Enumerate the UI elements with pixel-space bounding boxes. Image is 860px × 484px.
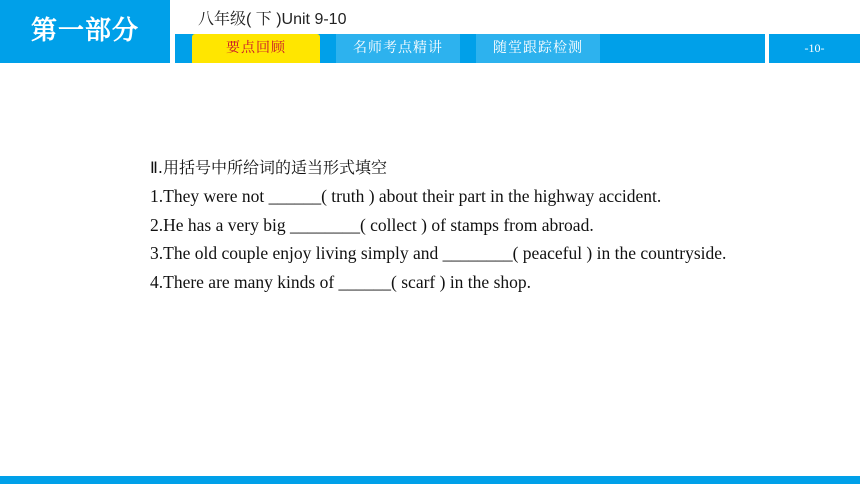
question-1: 1.They were not ______( truth ) about their part in the highway accident. bbox=[150, 186, 662, 207]
question-3: 3.The old couple enjoy living simply and ________( peaceful ) in the countryside. bbox=[150, 243, 727, 264]
exercise-content bbox=[150, 154, 740, 296]
tab-practice-test[interactable]: 随堂跟踪检测 bbox=[476, 34, 600, 63]
bottom-bar bbox=[0, 476, 860, 484]
course-title: 八年级( 下 )Unit 9-10 bbox=[198, 11, 347, 28]
question-2: 2.He has a very big ________( collect ) of stamps from abroad. bbox=[150, 214, 594, 235]
page-number: -10- bbox=[804, 41, 825, 55]
tab-teacher-explanation[interactable]: 名师考点精讲 bbox=[336, 34, 460, 63]
question-4: 4.There are many kinds of ______( scarf ) in the shop. bbox=[150, 271, 532, 292]
tab-key-points-review[interactable]: 要点回顾 bbox=[192, 34, 320, 63]
exercise-heading: Ⅱ.用括号中所给词的适当形式填空 bbox=[150, 158, 387, 177]
section-part-label: 第一部分 bbox=[0, 0, 170, 63]
